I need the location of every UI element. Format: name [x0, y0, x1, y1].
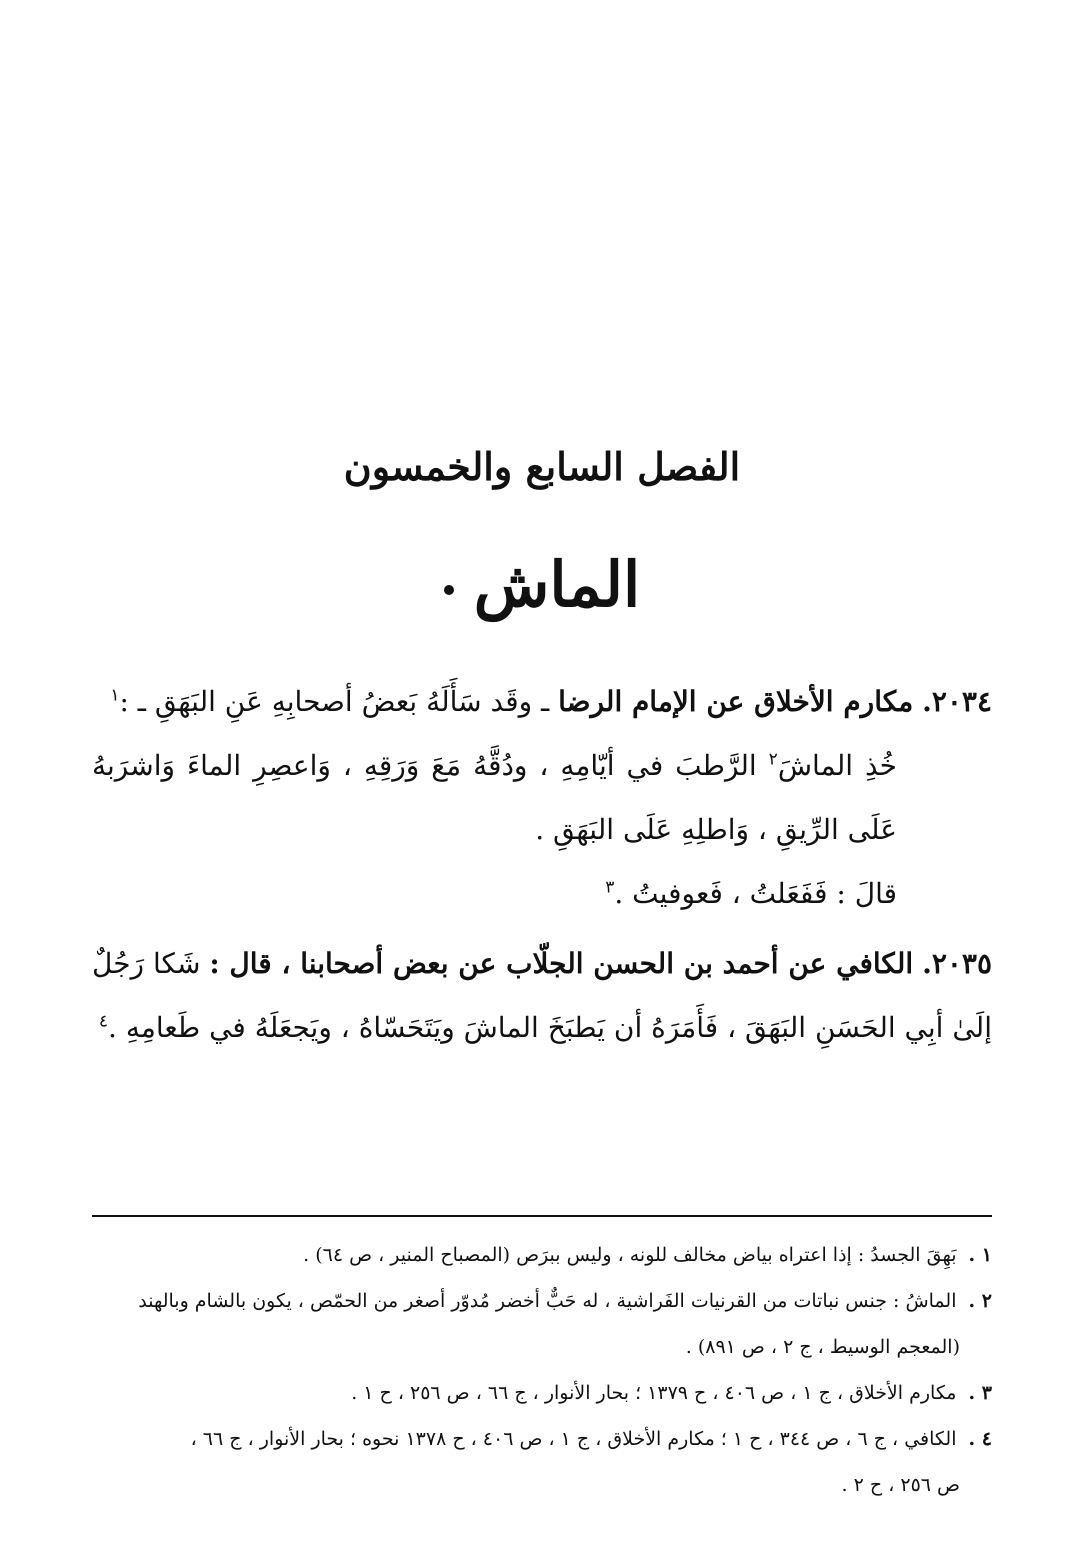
- footnote-2: [92, 1278, 992, 1324]
- footnote-4-continuation: ص ٢٥٦ ، ح ٢ .: [841, 1474, 960, 1496]
- chapter-title: الفصل السابع والخمسون: [343, 444, 741, 489]
- footnote-number: ٤ .: [968, 1428, 992, 1450]
- footnote-text: الماشُ : جنس نباتات من القرنيات الفَراشية ، له حَبٌّ أخضر مُدوّر أصغر من الحمّص ، يكون بالشام وبالهند: [138, 1290, 957, 1312]
- footnote-ref: ٣: [605, 877, 615, 898]
- hadith-text-part: خُذِ الماشَ: [777, 749, 897, 782]
- footnote-1: [92, 1232, 992, 1278]
- footnote-3: [92, 1370, 992, 1416]
- footnote-text: بَهِقَ الجسدُ : إذا اعتراه بياض مخالف للونه ، وليس ببرَص (المصباح المنير ، ص ٦٤) .: [303, 1244, 957, 1266]
- footnote-number: ١ .: [968, 1244, 992, 1266]
- main-text: [92, 670, 992, 1066]
- hadith-intro: ـ وقَد سَأَلَهُ بَعضُ أصحابِهِ عَنِ البَهَقِ ـ :: [119, 685, 550, 718]
- footnote-divider: [92, 1215, 992, 1217]
- section-title-wrap: [0, 540, 1084, 630]
- hadith-number: ٢٠٣٤.: [922, 685, 992, 718]
- footnote-text: الكافي ، ج ٦ ، ص ٣٤٤ ، ح ١ ؛ مكارم الأخلاق ، ج ١ ، ص ٤٠٦ ، ح ١٣٧٨ نحوه ؛ بحار الأنوار ، ج ٦٦ ،: [190, 1428, 957, 1450]
- footnote-ref: ٤: [98, 1011, 109, 1032]
- hadith-2034: [92, 670, 992, 926]
- hadith-quote-text: قالَ : فَفَعَلتُ ، فَعوفيتُ .: [614, 877, 897, 910]
- section-title: الماش: [473, 548, 641, 621]
- title-dot-ornament: [444, 585, 454, 595]
- hadith-text-part: الرَّطبَ في أيّامِهِ ، ودُقَّهُ مَعَ وَرَقِهِ ، وَاعصِرِ الماءَ وَاشرَبهُ عَلَى الرِّيقِ ، وَاطلِهِ عَلَى البَهَقِ .: [92, 749, 897, 846]
- hadith-text: شَكا رَجُلٌ إلَىٰ أبِي الحَسَنِ البَهَقَ ، فَأَمَرَهُ أن يَطبَخَ الماشَ ويَتَحَسّاهُ ، ويَجعَلَهُ في طَعامِهِ .: [92, 947, 992, 1044]
- footnote-number: ٢ .: [968, 1290, 992, 1312]
- hadith-source: مكارم الأخلاق عن الإمام الرضا: [558, 685, 914, 718]
- footnote-text: مكارم الأخلاق ، ج ١ ، ص ٤٠٦ ، ح ١٣٧٩ ؛ بحار الأنوار ، ج ٦٦ ، ص ٢٥٦ ، ح ١ .: [351, 1382, 957, 1404]
- footnote-2-continuation: (المعجم الوسيط ، ج ٢ ، ص ٨٩١) .: [685, 1336, 960, 1358]
- hadith-quote: [92, 862, 992, 926]
- hadith-2035: [92, 932, 992, 1060]
- hadith-number: ٢٠٣٥.: [922, 947, 992, 980]
- hadith-source: الكافي عن أحمد بن الحسن الجلّاب عن بعض أصحابنا ، قال :: [209, 947, 914, 980]
- footnote-ref: ١: [110, 685, 120, 706]
- footnote-ref: ٢: [768, 749, 778, 770]
- footnote-number: ٣ .: [968, 1382, 992, 1404]
- hadith-text: [92, 734, 992, 862]
- footnotes: [92, 1232, 992, 1508]
- footnote-4: [92, 1416, 992, 1462]
